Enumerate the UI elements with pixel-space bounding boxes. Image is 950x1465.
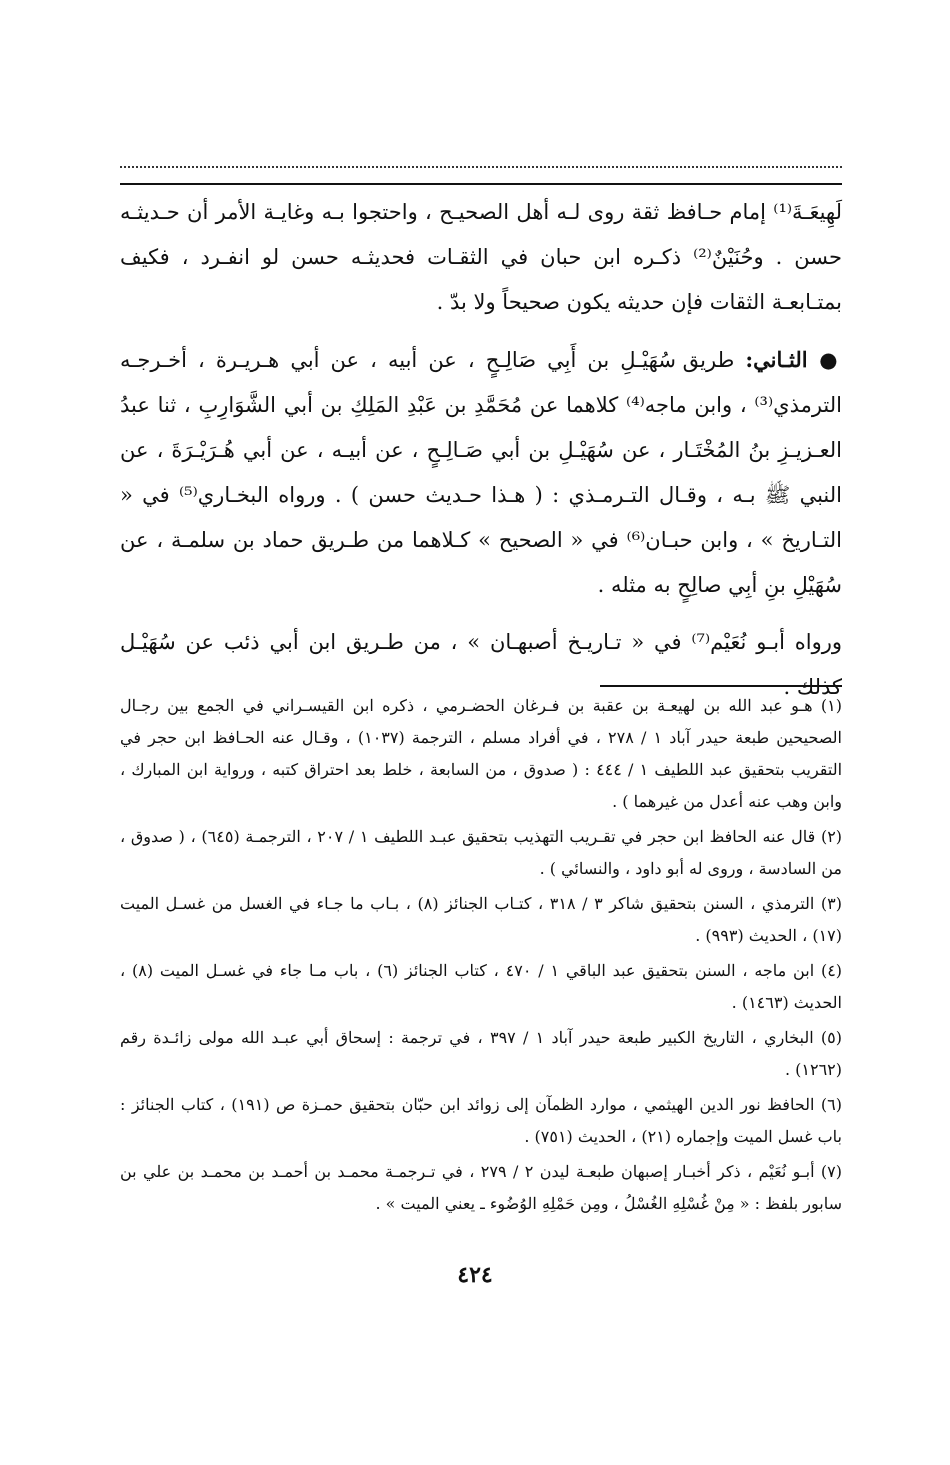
paragraph-2-body: طريق سُهَيْـلِ بن أَبِي صَالِـحٍ ، عن أبيه ، عن أبي هـريـرة ، أخـرجـه الترمذي⁽³⁾ ، وابن ماجه⁽⁴⁾ كلاهما عن مُحَمَّدِ بن عَبْدِ المَلِكِ بن أبي الشَّوَارِبِ ، ثنا عبدُ العـزيـزِ بنُ المُخْتَـار ، عن سُهَيْـلِ بن أبي صَـالِـحٍ ، عن أبيـه ، عن أبي هُـرَيْـرَةَ ، عن النبي ﷺ بـه ، وقـال التـرمـذي : ( هـذا حـديث حسن ) . ورواه البخـاري⁽⁵⁾ في « التـاريخ » ، وابن حبـان⁽⁶⁾ في « الصحيح » كـلاهما من طـريق حماد بن سلمـة ، عن سُهَيْلِ بنِ أبِي صالِحٍ به مثله . — [120, 348, 842, 597]
paragraph-1: لَهِيعَـةَ⁽¹⁾ إمام حـافظ ثقة روى لـه أهل الصحيـح ، واحتجوا بـه وغايـة الأمر أن حـديثـه حسن . وحُنَيْنٌ⁽²⁾ ذكـره ابن حبان في الثقـات فحديثـه حسن لو انفـرد ، فكيف بمتـابعـة الثقات فإن حديثه يكون صحيحاً ولا بدّ . — [120, 200, 843, 314]
footnote-1: (١) هـو عبد الله بن لهيعـة بن عقبة بن فـرغان الحضـرمي ، ذكره ابن القيسـراني في الجمع بين رجـال الصحيحين طبعة حيدر آباد ١ / ٢٧٨ ، في أفراد مسلم ، الترجمة (١٠٣٧) ، وقـال عنه الحـافظ ابن حجر في التقريب بتحقيق عبد اللطيف ١ / ٤٤٤ : ( صدوق ، من السابعة ، خلط بعد احتراق كتبه ، ورواية ابن المبارك ، وابن وهب عنه أعدل من غيرهما ) . — [120, 696, 843, 811]
top-solid-rule — [120, 183, 842, 185]
footnotes — [120, 690, 842, 1223]
top-dotted-rule — [120, 166, 842, 168]
page-number: ٤٢٤ — [457, 1262, 493, 1288]
footnote-7: (٧) أبـو نُعَيْم ، ذكر أخبـار إصبهان طبعـة ليدن ٢ / ٢٧٩ ، في تـرجمـة محمـد بن أحمـد بن محمـد بن علي بن سابور بلفظ : « مِنْ غُسْلِهِ الغُسْلُ ، ومِن حَمْلِهِ الوُضُوء ـ يعني الميت » . — [120, 1162, 843, 1213]
paragraph-3: ورواه أبـو نُعَيْم⁽⁷⁾ في « تـاريـخ أصبهـان » ، من طـريق ابن أبي ذئب عن سُهَيْـل كذلك . — [120, 630, 842, 699]
footnote-rule — [600, 685, 842, 687]
footnote-6: (٦) الحافظ نور الدين الهيثمي ، موارد الظمآن إلى زوائد ابن حبّان بتحقيق حمـزة ص (١٩١) ، كتاب الجنائز : باب غسل الميت وإجماره (٢١) ، الحديث (٧٥١) . — [120, 1095, 843, 1146]
footnote-4: (٤) ابن ماجه ، السنن بتحقيق عبد الباقي ١ / ٤٧٠ ، كتاب الجنائز (٦) ، باب مـا جاء في غسـل الميت (٨) ، الحديث (١٤٦٣) . — [120, 961, 843, 1012]
main-text — [120, 190, 842, 710]
footnote-5: (٥) البخاري ، التاريخ الكبير طبعة حيدر آباد ١ / ٣٩٧ ، في ترجمة : إسحاق أبي عبـد الله مولى زائـدة رقم (١٢٦٢) . — [120, 1028, 843, 1079]
paragraph-2 — [120, 337, 842, 608]
paragraph-2-lead: ● الثـاني: — [745, 347, 842, 372]
footnote-2: (٢) قال عنه الحافظ ابن حجر في تقـريب التهذيب بتحقيق عبـد اللطيف ١ / ٢٠٧ ، الترجمـة (٦٤٥) ، ( صدوق ، من السادسة ، وروى له أبو داود ، والنسائي ) . — [120, 827, 843, 878]
footnote-3: (٣) الترمذي ، السنن بتحقيق شاكر ٣ / ٣١٨ ، كتـاب الجنائز (٨) ، بـاب ما جـاء في الغسل من غسـل الميت (١٧) ، الحديث (٩٩٣) . — [120, 894, 842, 945]
